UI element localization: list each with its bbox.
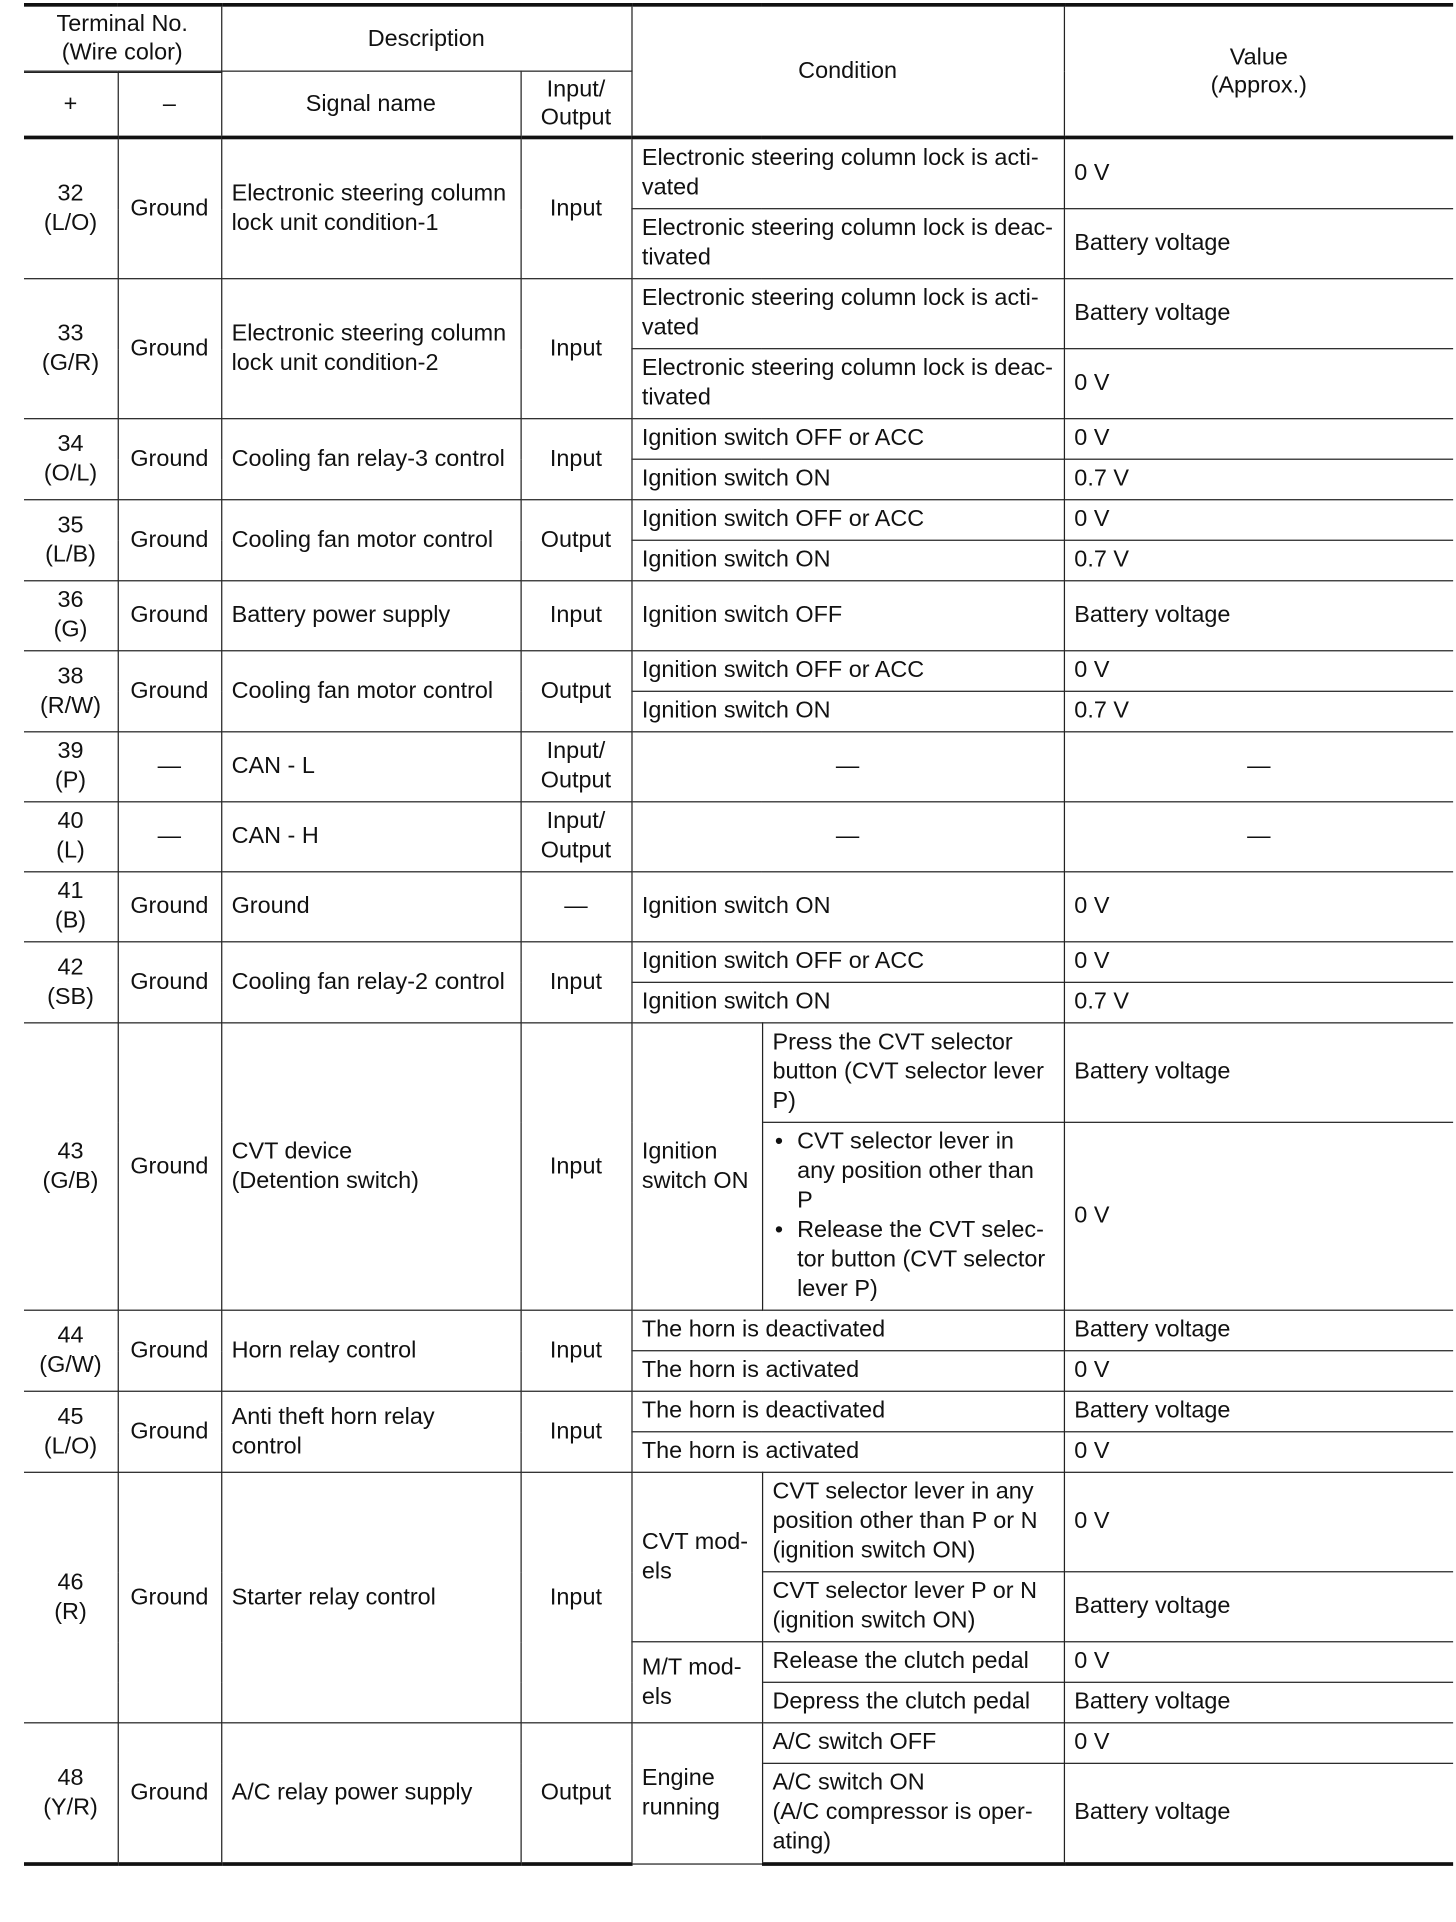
ground-cell: Ground xyxy=(118,872,221,942)
condition-cell: CVT selector lever P or N (ignition switch ON) xyxy=(762,1572,1064,1642)
value-cell: 0 V xyxy=(1064,1351,1453,1392)
value-cell: 0 V xyxy=(1064,419,1453,460)
table-row xyxy=(24,802,1453,872)
condition-group-cell: Engine running xyxy=(631,1723,762,1864)
condition-cell: Ignition switch OFF or ACC xyxy=(631,500,1063,541)
io-cell: Output xyxy=(520,651,631,732)
io-cell: Input xyxy=(520,581,631,651)
value-cell: 0 V xyxy=(1064,1642,1453,1683)
signal-name-cell: A/C relay power supply xyxy=(221,1723,520,1864)
condition-group-cell: Ignition switch ON xyxy=(631,1023,762,1310)
condition-cell: Ignition switch ON xyxy=(631,459,1063,500)
terminal-cell: 38 (R/W) xyxy=(24,651,118,732)
io-cell: Input xyxy=(520,942,631,1023)
value-cell: 0.7 V xyxy=(1064,540,1453,581)
ground-cell: Ground xyxy=(118,651,221,732)
ground-cell: Ground xyxy=(118,1023,221,1310)
ground-cell: Ground xyxy=(118,1310,221,1391)
value-cell: Battery voltage xyxy=(1064,209,1453,279)
value-cell: 0 V xyxy=(1064,872,1453,942)
value-cell: 0 V xyxy=(1064,1723,1453,1764)
condition-cell xyxy=(762,1122,1064,1310)
header-signal-name: Signal name xyxy=(221,71,520,137)
terminal-cell: 46 (R) xyxy=(24,1472,118,1723)
condition-cell: Depress the clutch pedal xyxy=(762,1682,1064,1723)
condition-cell: — xyxy=(631,802,1063,872)
value-cell: — xyxy=(1064,802,1453,872)
condition-cell: The horn is activated xyxy=(631,1351,1063,1392)
value-cell: 0 V xyxy=(1064,137,1453,208)
io-cell: Input xyxy=(520,1310,631,1391)
value-cell: 0 V xyxy=(1064,651,1453,692)
condition-cell: Ignition switch OFF or ACC xyxy=(631,942,1063,983)
table-row xyxy=(24,872,1453,942)
value-cell: 0.7 V xyxy=(1064,691,1453,732)
value-cell: 0 V xyxy=(1064,349,1453,419)
condition-cell: Ignition switch OFF or ACC xyxy=(631,651,1063,692)
condition-cell: Press the CVT selector button (CVT selector lever P) xyxy=(762,1023,1064,1122)
value-cell: Battery voltage xyxy=(1064,1023,1453,1122)
value-cell: Battery voltage xyxy=(1064,581,1453,651)
condition-cell: Ignition switch OFF xyxy=(631,581,1063,651)
header-terminal: Terminal No. (Wire color) xyxy=(24,5,221,71)
terminal-cell: 40 (L) xyxy=(24,802,118,872)
condition-cell: Ignition switch ON xyxy=(631,872,1063,942)
ground-cell: Ground xyxy=(118,279,221,419)
table-row xyxy=(24,137,1453,208)
ground-cell: Ground xyxy=(118,581,221,651)
condition-cell: Ignition switch OFF or ACC xyxy=(631,419,1063,460)
terminal-cell: 33 (G/R) xyxy=(24,279,118,419)
ground-cell: — xyxy=(118,732,221,802)
terminal-cell: 48 (Y/R) xyxy=(24,1723,118,1864)
io-cell: Input xyxy=(520,1023,631,1310)
terminal-cell: 41 (B) xyxy=(24,872,118,942)
condition-cell: A/C switch ON (A/C compressor is oper- ating) xyxy=(762,1763,1064,1864)
condition-cell: Electronic steering column lock is acti- vated xyxy=(631,279,1063,349)
table-row xyxy=(24,500,1453,541)
bullet-item: • Release the CVT selec- tor button (CVT selector lever P) xyxy=(797,1216,1053,1304)
io-cell: Input xyxy=(520,137,631,278)
table-row xyxy=(24,942,1453,983)
value-cell: Battery voltage xyxy=(1064,1682,1453,1723)
io-cell: Input xyxy=(520,1472,631,1723)
signal-name-cell: Ground xyxy=(221,872,520,942)
condition-group-cell: M/T mod- els xyxy=(631,1642,762,1723)
table-row xyxy=(24,1023,1453,1122)
header-io: Input/ Output xyxy=(520,71,631,137)
signal-name-cell: Battery power supply xyxy=(221,581,520,651)
header-condition: Condition xyxy=(631,5,1063,138)
ground-cell: — xyxy=(118,802,221,872)
terminal-table xyxy=(24,3,1453,1866)
terminal-cell: 36 (G) xyxy=(24,581,118,651)
condition-cell: Ignition switch ON xyxy=(631,691,1063,732)
table-body xyxy=(24,5,1453,1864)
table-row xyxy=(24,732,1453,802)
condition-cell: Electronic steering column lock is acti- vated xyxy=(631,137,1063,208)
value-cell: 0 V xyxy=(1064,1122,1453,1310)
terminal-cell: 45 (L/O) xyxy=(24,1391,118,1472)
table-row xyxy=(24,1310,1453,1351)
condition-group-cell: CVT mod- els xyxy=(631,1472,762,1641)
io-cell: Input xyxy=(520,279,631,419)
value-cell: 0 V xyxy=(1064,1432,1453,1473)
condition-cell: Release the clutch pedal xyxy=(762,1642,1064,1683)
signal-name-cell: Electronic steering column lock unit condition-1 xyxy=(221,137,520,278)
signal-name-cell: Horn relay control xyxy=(221,1310,520,1391)
io-cell: Input/ Output xyxy=(520,732,631,802)
signal-name-cell: Cooling fan relay-2 control xyxy=(221,942,520,1023)
value-cell: Battery voltage xyxy=(1064,1391,1453,1432)
ground-cell: Ground xyxy=(118,1391,221,1472)
ground-cell: Ground xyxy=(118,1723,221,1864)
table-row xyxy=(24,419,1453,460)
table-row xyxy=(24,279,1453,349)
signal-name-cell: Electronic steering column lock unit condition-2 xyxy=(221,279,520,419)
terminal-cell: 42 (SB) xyxy=(24,942,118,1023)
terminal-cell: 43 (G/B) xyxy=(24,1023,118,1310)
value-cell: — xyxy=(1064,732,1453,802)
bullet-item: • CVT selector lever in any position other than P xyxy=(797,1128,1053,1216)
condition-cell: The horn is deactivated xyxy=(631,1391,1063,1432)
value-cell: 0.7 V xyxy=(1064,459,1453,500)
ground-cell: Ground xyxy=(118,942,221,1023)
header-minus: – xyxy=(118,72,221,137)
ground-cell: Ground xyxy=(118,1472,221,1723)
condition-cell: Ignition switch ON xyxy=(631,982,1063,1023)
signal-name-cell: CAN - L xyxy=(221,732,520,802)
condition-cell: The horn is deactivated xyxy=(631,1310,1063,1351)
value-cell: 0.7 V xyxy=(1064,982,1453,1023)
bullet-list xyxy=(772,1128,1053,1305)
signal-name-cell: Starter relay control xyxy=(221,1472,520,1723)
terminal-spec-sheet xyxy=(24,3,1456,1866)
value-cell: 0 V xyxy=(1064,942,1453,983)
ground-cell: Ground xyxy=(118,137,221,278)
value-cell: Battery voltage xyxy=(1064,1310,1453,1351)
condition-cell: — xyxy=(631,732,1063,802)
signal-name-cell: Cooling fan motor control xyxy=(221,500,520,581)
condition-cell: A/C switch OFF xyxy=(762,1723,1064,1764)
signal-name-cell: CVT device (Detention switch) xyxy=(221,1023,520,1310)
io-cell: — xyxy=(520,872,631,942)
condition-cell: Electronic steering column lock is deac- tivated xyxy=(631,209,1063,279)
condition-cell: Electronic steering column lock is deac- tivated xyxy=(631,349,1063,419)
io-cell: Output xyxy=(520,1723,631,1864)
value-cell: Battery voltage xyxy=(1064,1763,1453,1864)
terminal-cell: 39 (P) xyxy=(24,732,118,802)
header-row-1 xyxy=(24,5,1453,71)
terminal-cell: 32 (L/O) xyxy=(24,137,118,278)
signal-name-cell: Cooling fan motor control xyxy=(221,651,520,732)
condition-cell: The horn is activated xyxy=(631,1432,1063,1473)
table-row xyxy=(24,581,1453,651)
signal-name-cell: CAN - H xyxy=(221,802,520,872)
value-cell: Battery voltage xyxy=(1064,279,1453,349)
terminal-cell: 44 (G/W) xyxy=(24,1310,118,1391)
signal-name-cell: Cooling fan relay-3 control xyxy=(221,419,520,500)
value-cell: Battery voltage xyxy=(1064,1572,1453,1642)
header-description: Description xyxy=(221,5,631,71)
table-row xyxy=(24,1472,1453,1571)
io-cell: Input xyxy=(520,419,631,500)
io-cell: Input xyxy=(520,1391,631,1472)
header-plus: + xyxy=(24,72,118,137)
value-cell: 0 V xyxy=(1064,500,1453,541)
terminal-cell: 34 (O/L) xyxy=(24,419,118,500)
condition-cell: Ignition switch ON xyxy=(631,540,1063,581)
condition-cell: CVT selector lever in any position other than P or N (ignition switch ON) xyxy=(762,1472,1064,1571)
io-cell: Input/ Output xyxy=(520,802,631,872)
ground-cell: Ground xyxy=(118,419,221,500)
table-row xyxy=(24,1391,1453,1432)
table-row xyxy=(24,651,1453,692)
value-cell: 0 V xyxy=(1064,1472,1453,1571)
signal-name-cell: Anti theft horn relay control xyxy=(221,1391,520,1472)
table-row xyxy=(24,1723,1453,1764)
terminal-cell: 35 (L/B) xyxy=(24,500,118,581)
ground-cell: Ground xyxy=(118,500,221,581)
header-value: Value (Approx.) xyxy=(1064,5,1453,138)
io-cell: Output xyxy=(520,500,631,581)
